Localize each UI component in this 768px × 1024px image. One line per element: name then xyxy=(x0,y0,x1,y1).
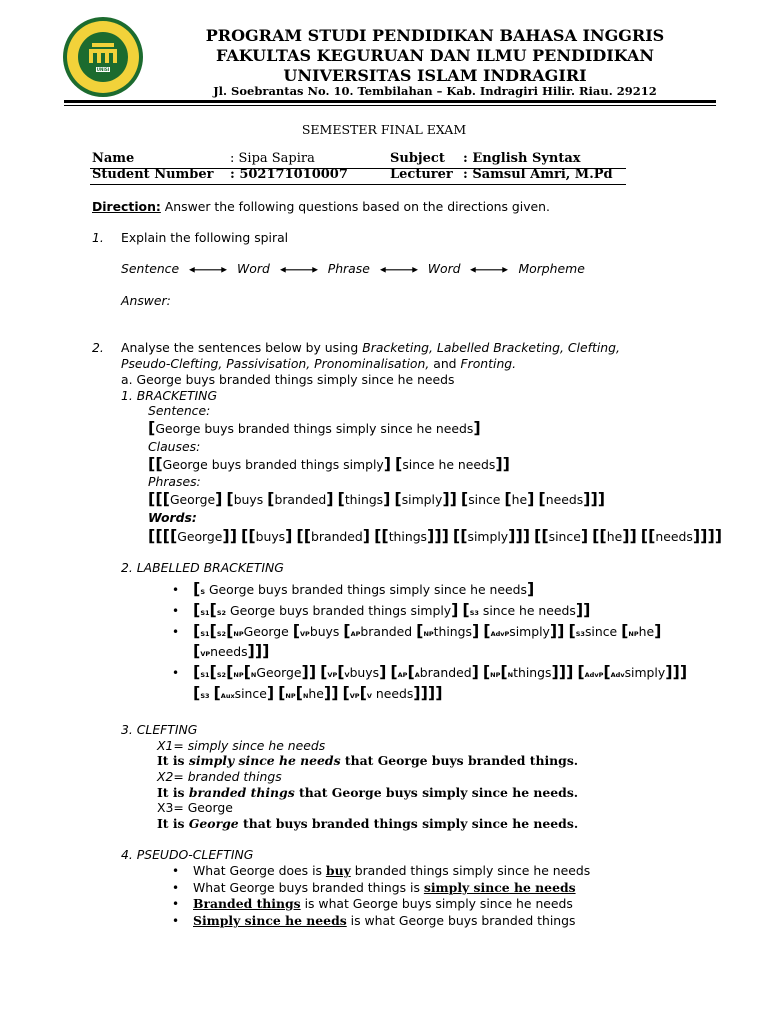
label-s1: S1 xyxy=(200,671,210,679)
student-number-label: Student Number xyxy=(92,167,214,182)
word-he: he xyxy=(511,492,528,507)
q2-intro-and: and xyxy=(429,356,461,371)
cleft-sentence-1 xyxy=(157,753,578,768)
labelled-line-3b: [VPneeds]]] xyxy=(193,641,270,660)
pseudo-line-1 xyxy=(193,863,590,878)
pseudo-text: is what George buys branded things xyxy=(346,913,576,928)
word-george: George xyxy=(243,624,289,639)
label-advp: AdvP xyxy=(490,630,510,638)
labelled-sentence: George buys branded things simply since he needs xyxy=(205,582,527,597)
word-george: George xyxy=(256,665,302,680)
pseudo-line-3 xyxy=(193,896,573,911)
word-things: things xyxy=(513,665,552,680)
student-number-value: : 502171010007 xyxy=(230,167,348,182)
labelled-line-3a: [S1[S2[NPGeorge [VPbuys [APbranded [NPthings] [AdvPsimply]] [S3since [NPhe] xyxy=(193,621,662,640)
pseudo-line-2 xyxy=(193,880,576,895)
label-np: NP xyxy=(490,671,501,679)
pseudo-focus: Branded things xyxy=(193,896,301,911)
name-label: Name xyxy=(92,151,135,166)
word-things: things xyxy=(388,529,428,544)
word-george: George xyxy=(177,529,223,544)
label-s2: S2 xyxy=(216,671,227,679)
labelled-line-1: [S George buys branded things simply since he needs] xyxy=(193,579,535,598)
q2-intro-line2 xyxy=(121,356,516,371)
label-np: NP xyxy=(233,630,244,638)
label-s3: S3 xyxy=(469,609,479,617)
lecturer-label: Lecturer xyxy=(390,167,453,182)
q1-answer-label: Answer: xyxy=(121,293,171,308)
q2-sentence-a: a. George buys branded things simply since he needs xyxy=(121,372,455,387)
q1-number: 1. xyxy=(92,230,104,245)
pseudo-text: What George does is xyxy=(193,863,326,878)
q2-intro-line1 xyxy=(121,340,620,355)
pseudo-focus: simply since he needs xyxy=(423,880,576,895)
svg-text:UNISI: UNISI xyxy=(96,67,110,72)
word-needs: needs xyxy=(655,529,693,544)
bracketing-title: 1. BRACKETING xyxy=(121,388,218,403)
word-simply: simply xyxy=(401,492,443,507)
info-rule-bottom xyxy=(90,184,626,185)
cleft-it-is: It is xyxy=(157,753,189,768)
direction-label: Direction: xyxy=(92,199,161,214)
university-logo xyxy=(62,16,144,98)
label-n: N xyxy=(250,671,257,679)
bullet-icon: • xyxy=(172,864,180,878)
bracket-sentence-line: [George buys branded things simply since he needs] xyxy=(148,418,481,437)
spiral-phrase: Phrase xyxy=(327,261,370,276)
word-needs: needs xyxy=(210,644,248,659)
direction-text: Answer the following questions based on the directions given. xyxy=(160,199,550,214)
word-george: George xyxy=(169,492,216,507)
bullet-icon: • xyxy=(172,625,180,639)
cleft-it-is: It is xyxy=(157,785,189,800)
word-buys: buys xyxy=(233,492,264,507)
label-adv: Adv xyxy=(610,671,625,679)
cleft-focus: George xyxy=(188,816,239,831)
pseudo-focus: Simply since he needs xyxy=(193,913,347,928)
bullet-icon: • xyxy=(172,666,180,680)
label-np: NP xyxy=(628,630,639,638)
cleft-focus: simply since he needs xyxy=(188,753,341,768)
label-s3: S3 xyxy=(575,630,585,638)
double-arrow-icon xyxy=(470,266,508,274)
q1-text: Explain the following spiral xyxy=(121,230,289,245)
label-v: V xyxy=(344,671,350,679)
labelled-clause-1: George buys branded things simply xyxy=(226,603,452,618)
clefting-x3: X3= George xyxy=(157,800,233,815)
cleft-rest: that George buys branded things. xyxy=(340,753,579,768)
word-since: since xyxy=(234,686,267,701)
q2-number: 2. xyxy=(92,340,104,355)
header-rule-thick xyxy=(64,100,716,103)
word-buys: buys xyxy=(349,665,380,680)
label-s: S xyxy=(200,588,205,596)
label-np: NP xyxy=(423,630,434,638)
cleft-rest: that George buys simply since he needs. xyxy=(294,785,579,800)
direction xyxy=(92,199,550,214)
q2-intro-methods-2: Pseudo-Clefting, Passivisation, Pronominalisation, xyxy=(121,356,430,371)
label-v: V xyxy=(366,692,372,700)
pseudo-text: What George buys branded things is xyxy=(193,880,424,895)
label-vp: VP xyxy=(200,650,211,658)
bracket-clauses-line: [[George buys branded things simply] [since he needs]] xyxy=(148,454,510,473)
sentence-label: Sentence: xyxy=(148,403,211,418)
word-he: he xyxy=(606,529,623,544)
word-needs: needs xyxy=(545,492,584,507)
bullet-icon: • xyxy=(172,914,180,928)
double-arrow-icon xyxy=(189,266,227,274)
labelled-bracketing-title: 2. LABELLED BRACKETING xyxy=(121,560,284,575)
word-he: he xyxy=(638,624,655,639)
word-simply: simply xyxy=(467,529,509,544)
spiral-row xyxy=(121,261,585,276)
bullet-icon: • xyxy=(172,604,180,618)
subject-label: Subject xyxy=(390,151,445,166)
label-n: N xyxy=(507,671,514,679)
q2-intro-methods: Bracketing, Labelled Bracketing, Clefting, xyxy=(362,340,620,355)
labelled-line-4b: [S3 [Auxsince] [NP[Nhe]] [VP[V needs]]]] xyxy=(193,683,443,702)
subject-value: : English Syntax xyxy=(463,151,581,166)
label-np: NP xyxy=(233,671,244,679)
clefting-title: 3. CLEFTING xyxy=(121,722,198,737)
clefting-x1: X1= simply since he needs xyxy=(157,738,326,753)
label-n: N xyxy=(302,692,309,700)
phrases-label: Phrases: xyxy=(148,474,201,489)
header-university: UNIVERSITAS ISLAM INDRAGIRI xyxy=(283,66,587,85)
cleft-sentence-3 xyxy=(157,816,578,831)
labelled-line-2: [S1[S2 George buys branded things simply] [S3 since he needs]] xyxy=(193,600,591,619)
label-ap: AP xyxy=(397,671,408,679)
word-branded: branded xyxy=(311,529,363,544)
header-rule-thin xyxy=(64,105,716,106)
exam-title: SEMESTER FINAL EXAM xyxy=(301,122,467,137)
pseudo-clefting-title: 4. PSEUDO-CLEFTING xyxy=(121,847,254,862)
label-aux: Aux xyxy=(220,692,235,700)
bullet-icon: • xyxy=(172,881,180,895)
label-s1: S1 xyxy=(200,630,210,638)
label-a: A xyxy=(414,671,420,679)
labelled-line-4a: [S1[S2[NP[NGeorge]] [VP[Vbuys] [AP[Abranded] [NP[Nthings]]] [AdvP[Advsimply]]] xyxy=(193,662,688,681)
label-s2: S2 xyxy=(216,609,227,617)
word-simply: simply xyxy=(624,665,666,680)
label-advp: AdvP xyxy=(584,671,604,679)
lecturer-value: : Samsul Amri, M.Pd xyxy=(463,167,613,182)
spiral-word-1: Word xyxy=(237,261,270,276)
word-needs: needs xyxy=(375,686,414,701)
word-things: things xyxy=(344,492,384,507)
word-since: since xyxy=(468,492,501,507)
bullet-icon: • xyxy=(172,583,180,597)
word-branded: branded xyxy=(360,624,413,639)
word-buys: buys xyxy=(255,529,286,544)
spiral-morpheme: Morpheme xyxy=(518,261,585,276)
word-since: since xyxy=(548,529,581,544)
label-vp: VP xyxy=(349,692,360,700)
label-ap: AP xyxy=(350,630,361,638)
cleft-focus: branded things xyxy=(188,785,295,800)
name-value: : Sipa Sapira xyxy=(230,151,315,166)
word-simply: simply xyxy=(509,624,550,639)
spiral-word-2: Word xyxy=(427,261,461,276)
pseudo-focus: buy xyxy=(325,863,351,878)
bracket-phrases-line: [[[George] [buys [branded] [things] [simply]] [since [he] [needs]]] xyxy=(148,489,606,508)
word-since: since xyxy=(584,624,618,639)
labelled-clause-2: since he needs xyxy=(478,603,576,618)
header-address: Jl. Soebrantas No. 10. Tembilahan – Kab. Indragiri Hilir. Riau. 29212 xyxy=(213,84,657,98)
word-he: he xyxy=(308,686,324,701)
double-arrow-icon xyxy=(280,266,318,274)
header-faculty: FAKULTAS KEGURUAN DAN ILMU PENDIDIKAN xyxy=(215,46,655,65)
spiral-sentence: Sentence xyxy=(121,261,180,276)
header-program: PROGRAM STUDI PENDIDIKAN BAHASA INGGRIS xyxy=(205,26,665,45)
label-s1: S1 xyxy=(200,609,210,617)
cleft-it-is: It is xyxy=(157,816,189,831)
word-buys: buys xyxy=(309,624,340,639)
pseudo-text: branded things simply since he needs xyxy=(350,863,591,878)
q2-intro-text: Analyse the sentences below by using xyxy=(121,340,363,355)
clause-1: George buys branded things simply xyxy=(162,457,384,472)
clauses-label: Clauses: xyxy=(148,439,201,454)
q2-intro-fronting: Fronting. xyxy=(460,356,517,371)
label-vp: VP xyxy=(300,630,310,638)
bracket-words-line: [[[[George]] [[buys] [[branded] [[things]]] [[simply]]] [[since] [[he]] [[needs]]]] xyxy=(148,526,723,545)
double-arrow-icon xyxy=(380,266,418,274)
label-vp: VP xyxy=(327,671,338,679)
clefting-x2: X2= branded things xyxy=(157,769,282,784)
label-s3: S3 xyxy=(200,692,210,700)
word-branded: branded xyxy=(274,492,327,507)
pseudo-line-4 xyxy=(193,913,575,928)
label-s2: S2 xyxy=(216,630,227,638)
bracket-sentence-text: George buys branded things simply since he needs xyxy=(155,421,474,436)
words-label: Words: xyxy=(148,510,197,525)
word-things: things xyxy=(433,624,472,639)
cleft-sentence-2 xyxy=(157,785,578,800)
clause-2: since he needs xyxy=(402,457,496,472)
word-branded: branded xyxy=(419,665,472,680)
pseudo-text: is what George buys simply since he needs xyxy=(300,896,573,911)
bullet-icon: • xyxy=(172,897,180,911)
label-np: NP xyxy=(285,692,296,700)
cleft-rest: that buys branded things simply since he needs. xyxy=(238,816,579,831)
